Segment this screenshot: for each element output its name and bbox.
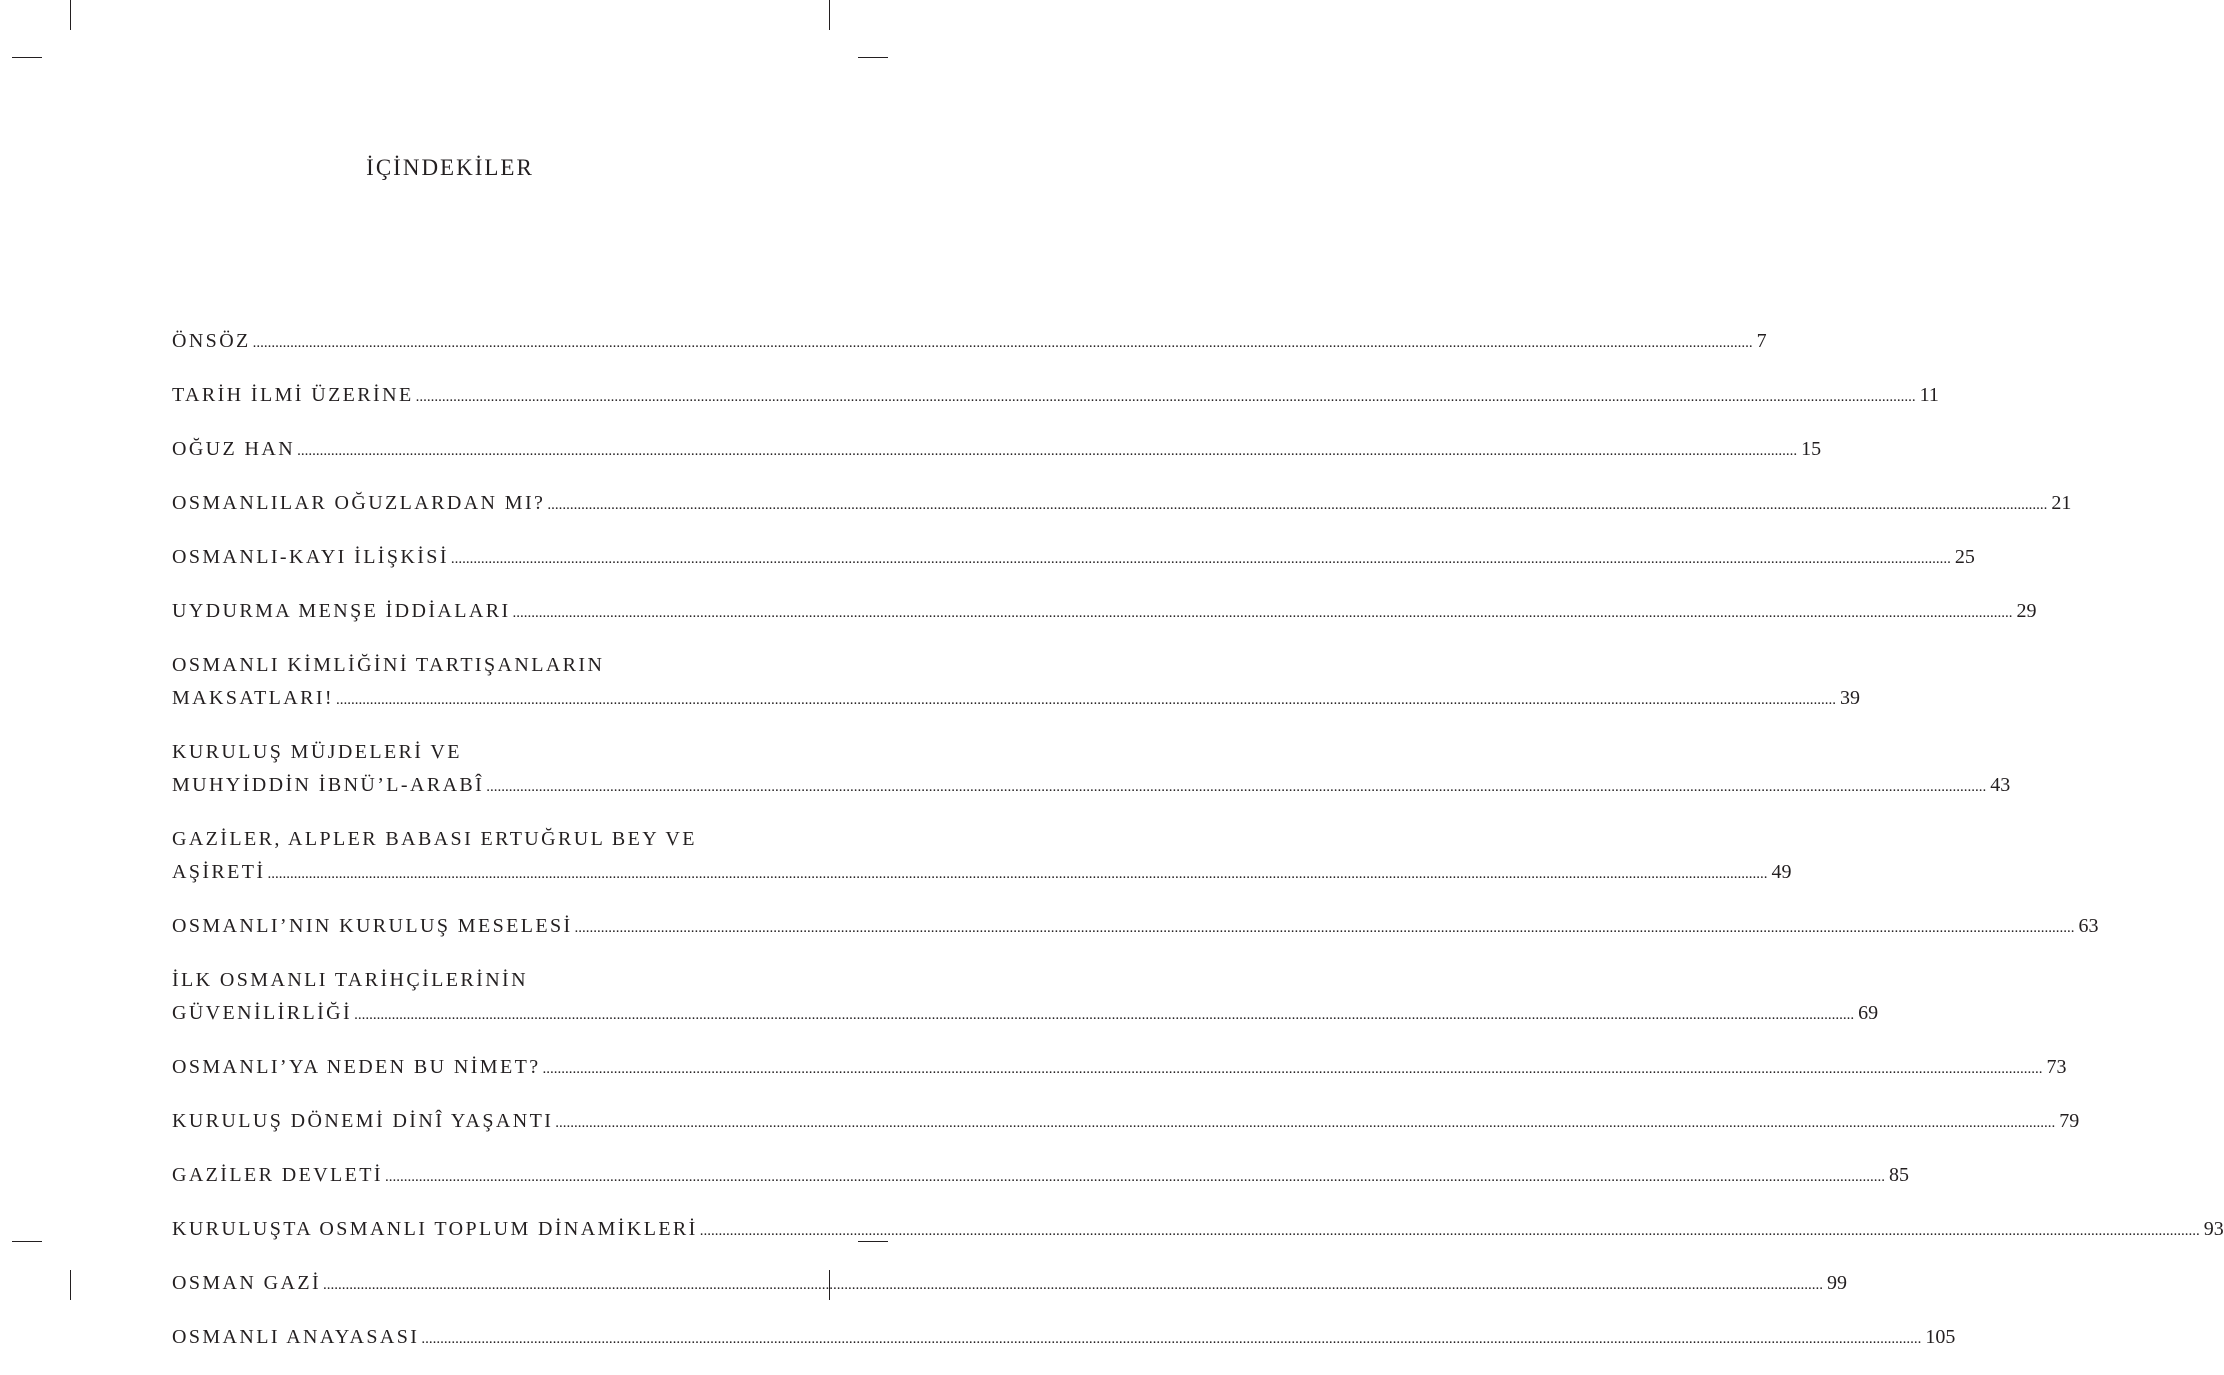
toc-entry-title-line: MAKSATLARI! <box>172 687 334 709</box>
dot-leader: ................................................................................................................................................................................................................................................................................................................................................................................................................ <box>699 1223 2200 1239</box>
toc-entry-title-line: MUHYİDDİN İBNÜ’L-ARABÎ <box>172 774 485 796</box>
toc-entry-title-line: OSMANLI’NIN KURULUŞ MESELESİ <box>172 915 573 937</box>
toc-entry-title-line: KURULUŞ MÜJDELERİ VE <box>172 741 462 763</box>
toc-page-number: 79 <box>2059 1110 2080 1132</box>
crop-mark <box>12 1241 42 1242</box>
dot-leader: ................................................................................................................................................................................................................................................................................................................................................................................................................ <box>354 1007 1855 1023</box>
toc-page-number: 11 <box>1919 384 1939 406</box>
toc-entry-title-line: OSMANLI ANAYASASI <box>172 1326 420 1348</box>
dot-leader: ................................................................................................................................................................................................................................................................................................................................................................................................................ <box>486 779 1987 795</box>
toc-entry[interactable] <box>172 1159 1909 1194</box>
toc-entry-title-line: OSMANLI KİMLİĞİNİ TARTIŞANLARIN <box>172 654 605 676</box>
toc-page-number: 7 <box>1756 330 1767 352</box>
toc-entry-title-line: OSMANLI-KAYI İLİŞKİSİ <box>172 546 449 568</box>
crop-mark <box>12 57 42 58</box>
toc-entry[interactable] <box>172 1213 2224 1248</box>
toc-entry[interactable] <box>172 823 1792 891</box>
toc-entry[interactable] <box>172 487 2072 522</box>
toc-page-number: 39 <box>1839 687 1860 709</box>
toc-entry-title-line: GAZİLER DEVLETİ <box>172 1164 383 1186</box>
toc-page-number: 21 <box>2051 492 2072 514</box>
toc-page-number: 85 <box>1888 1164 1909 1186</box>
dot-leader: ................................................................................................................................................................................................................................................................................................................................................................................................................ <box>574 920 2075 936</box>
dot-leader: ................................................................................................................................................................................................................................................................................................................................................................................................................ <box>267 866 1768 882</box>
toc-page-number: 105 <box>1925 1326 1956 1348</box>
toc-page-number: 69 <box>1858 1002 1879 1024</box>
toc-entry[interactable] <box>172 910 2099 945</box>
toc-entry-title-line: GÜVENİLİRLİĞİ <box>172 1002 353 1024</box>
toc-entry[interactable] <box>172 379 1939 414</box>
toc-entry-title-line: GAZİLER, ALPLER BABASI ERTUĞRUL BEY VE <box>172 828 697 850</box>
dot-leader: ................................................................................................................................................................................................................................................................................................................................................................................................................ <box>421 1331 1922 1347</box>
dot-leader: ................................................................................................................................................................................................................................................................................................................................................................................................................ <box>335 692 1836 708</box>
toc-entry-title-line: UYDURMA MENŞE İDDİALARI <box>172 600 511 622</box>
toc-page-number: 93 <box>2203 1218 2224 1240</box>
toc-entry[interactable] <box>172 541 1975 576</box>
toc-page-number: 25 <box>1954 546 1975 568</box>
toc-entry[interactable] <box>172 964 1879 1032</box>
dot-leader: ................................................................................................................................................................................................................................................................................................................................................................................................................ <box>384 1169 1885 1185</box>
toc-entry-title-line: TARİH İLMİ ÜZERİNE <box>172 384 414 406</box>
toc-page-number: 99 <box>1827 1272 1847 1294</box>
toc-entry-title-line: OĞUZ HAN <box>172 438 296 460</box>
dot-leader: ................................................................................................................................................................................................................................................................................................................................................................................................................ <box>415 389 1916 405</box>
toc-page-number: 49 <box>1771 861 1792 883</box>
toc-page-number: 29 <box>2016 600 2037 622</box>
toc-entry[interactable] <box>172 1321 1956 1356</box>
toc-entry[interactable] <box>172 1105 2080 1140</box>
toc-entry-title-line: ÖNSÖZ <box>172 330 251 352</box>
crop-mark <box>829 0 830 30</box>
toc-page-number: 43 <box>1990 774 2011 796</box>
toc-entry-title-line: OSMANLI’YA NEDEN BU NİMET? <box>172 1056 541 1078</box>
crop-mark <box>70 1270 71 1300</box>
toc-entry-title-line: KURULUŞ DÖNEMİ DİNÎ YAŞANTI <box>172 1110 554 1132</box>
toc-page-number: 63 <box>2078 915 2099 937</box>
toc-entry[interactable] <box>172 1267 1847 1302</box>
crop-mark <box>858 57 888 58</box>
toc-entry-title-line: OSMANLILAR OĞUZLARDAN MI? <box>172 492 546 514</box>
dot-leader: ................................................................................................................................................................................................................................................................................................................................................................................................................ <box>542 1061 2043 1077</box>
dot-leader: ................................................................................................................................................................................................................................................................................................................................................................................................................ <box>297 443 1798 459</box>
table-of-contents <box>172 325 2224 1375</box>
toc-page-number: 73 <box>2046 1056 2067 1078</box>
dot-leader: ................................................................................................................................................................................................................................................................................................................................................................................................................ <box>547 497 2048 513</box>
toc-entry-title-line: İLK OSMANLI TARİHÇİLERİNİN <box>172 969 528 991</box>
toc-entry[interactable] <box>172 325 1767 360</box>
dot-leader: ................................................................................................................................................................................................................................................................................................................................................................................................................ <box>323 1277 1823 1293</box>
dot-leader: ................................................................................................................................................................................................................................................................................................................................................................................................................ <box>252 335 1753 351</box>
toc-entry-title-line: KURULUŞTA OSMANLI TOPLUM DİNAMİKLERİ <box>172 1218 698 1240</box>
dot-leader: ................................................................................................................................................................................................................................................................................................................................................................................................................ <box>512 605 2013 621</box>
toc-entry[interactable] <box>172 595 2037 630</box>
dot-leader: ................................................................................................................................................................................................................................................................................................................................................................................................................ <box>555 1115 2056 1131</box>
toc-entry[interactable] <box>172 649 1860 717</box>
dot-leader: ................................................................................................................................................................................................................................................................................................................................................................................................................ <box>450 551 1951 567</box>
page-title: İÇİNDEKİLER <box>366 155 534 180</box>
toc-entry[interactable] <box>172 1051 2067 1086</box>
toc-entry-title-line: OSMAN GAZİ <box>172 1272 321 1294</box>
toc-entry[interactable] <box>172 736 2011 804</box>
toc-entry-title-line: AŞİRETİ <box>172 861 266 883</box>
crop-mark <box>70 0 71 30</box>
toc-page-number: 15 <box>1801 438 1822 460</box>
toc-entry[interactable] <box>172 433 1822 468</box>
